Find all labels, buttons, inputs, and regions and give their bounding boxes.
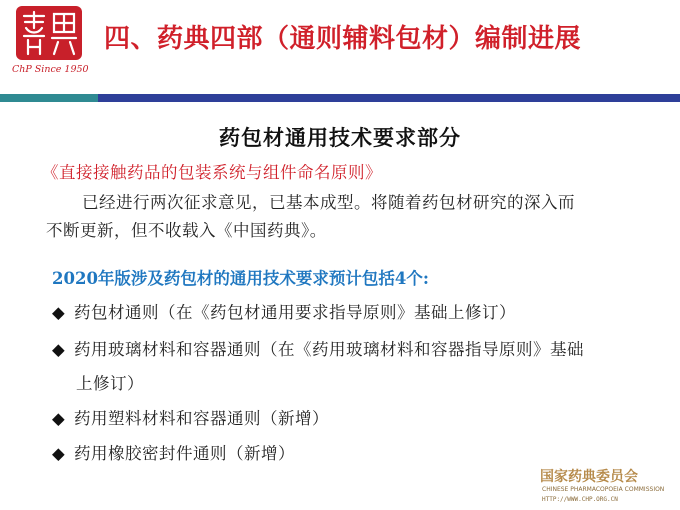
diamond-bullet-icon: ◆ [52,444,66,463]
intro-text: 2020年版涉及药包材的通用技术要求预计包括4个: [52,269,429,288]
list-item [52,336,584,360]
page-title: 四、药典四部（通则辅料包材）编制进展 [104,24,582,54]
list-item-text: 药包材通则（在《药包材通用要求指导原则》基础上修订） [74,303,516,322]
watermark-url: HTTP://WWW.CHP.ORG.CN [542,496,618,503]
diamond-bullet-icon: ◆ [52,340,66,359]
watermark-subtitle: CHINESE PHARMACOPOEIA COMMISSION [542,486,665,493]
header-divider-teal [0,94,98,102]
diamond-bullet-icon: ◆ [52,409,66,428]
paragraph-line-1: 已经进行两次征求意见，已基本成型。将随着药包材研究的深入而 [82,193,575,212]
section-heading: 药包材通用技术要求部分 [219,125,461,150]
list-item-text: 药用橡胶密封件通则（新增） [74,444,295,463]
list-item [52,405,329,429]
list-item [52,299,516,323]
logo-caption: ChP Since 1950 [12,64,89,75]
list-item-text: 药用玻璃材料和容器通则（在《药用玻璃材料和容器指导原则》基础 [74,340,584,359]
paragraph-line-2: 不断更新，但不收载入《中国药典》。 [46,221,327,240]
list-item-continuation: 上修订） [76,374,144,393]
pharmacopoeia-seal-icon [16,6,82,60]
logo [10,6,90,82]
header-divider-navy [98,94,680,102]
watermark-title: 国家药典委员会 [540,469,638,485]
list-item-text: 药用塑料材料和容器通则（新增） [74,409,329,428]
list-item [52,440,295,464]
diamond-bullet-icon: ◆ [52,303,66,322]
commission-watermark [540,466,672,506]
principle-title: 《直接接触药品的包装系统与组件命名原则》 [42,163,382,182]
